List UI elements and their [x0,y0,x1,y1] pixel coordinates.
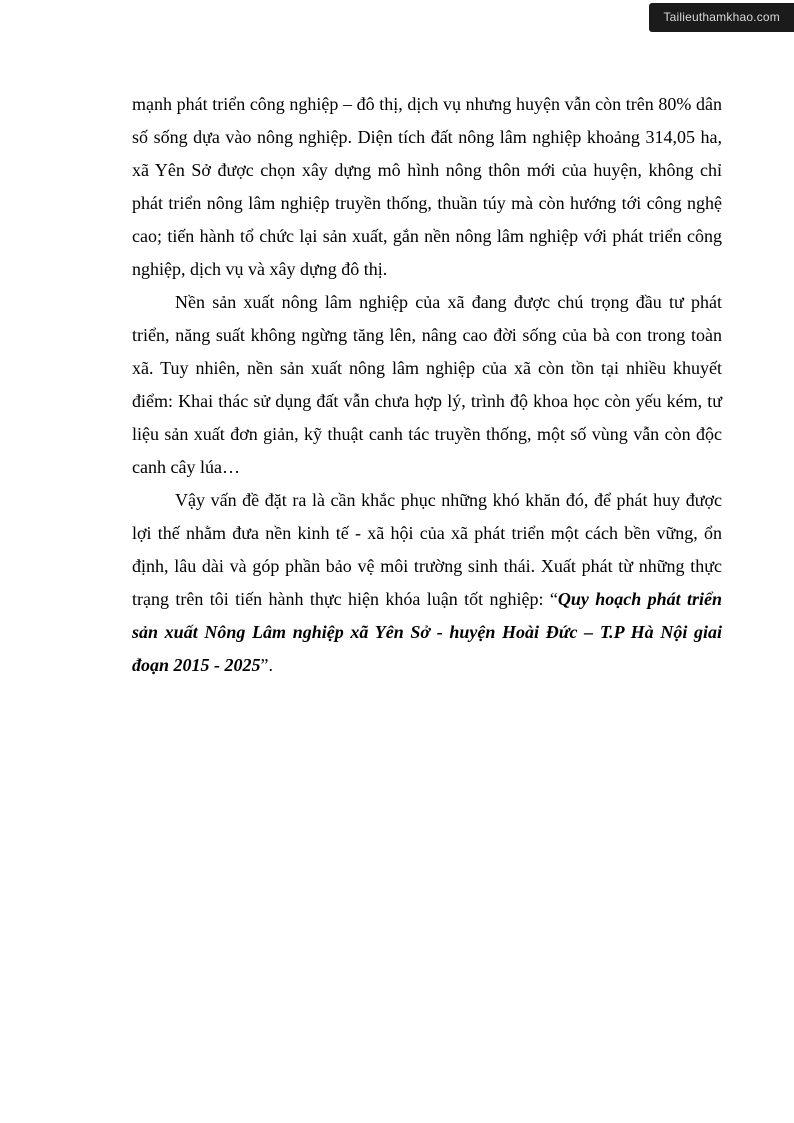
thesis-title-open-quote: “ [549,589,558,609]
paragraph-1: mạnh phát triển công nghiệp – đô thị, dịch vụ nhưng huyện vẫn còn trên 80% dân số sống dựa vào nông nghiệp. Diện tích đất nông lâm nghiệp khoảng 314,05 ha, xã Yên Sở được chọn xây dựng mô hình nông thôn mới của huyện, không chỉ phát triển nông lâm nghiệp truyền thống, thuần túy mà còn hướng tới công nghệ cao; tiến hành tổ chức lại sản xuất, gắn nền nông lâm nghiệp với phát triển công nghiệp, dịch vụ và xây dựng đô thị. [132,94,722,279]
paragraph-3 [132,484,722,682]
thesis-title-close-quote: ”. [260,655,274,675]
watermark-label: Tailieuthamkhao.com [663,10,780,24]
thesis-title: Quy hoạch phát triển sản xuất Nông Lâm nghiệp xã Yên Sở - huyện Hoài Đức – T.P Hà Nội giai đoạn 2015 - 2025 [132,589,722,675]
paragraph-2: Nền sản xuất nông lâm nghiệp của xã đang được chú trọng đầu tư phát triển, năng suất không ngừng tăng lên, nâng cao đời sống của bà con trong toàn xã. Tuy nhiên, nền sản xuất nông lâm nghiệp của xã còn tồn tại nhiều khuyết điểm: Khai thác sử dụng đất vẫn chưa hợp lý, trình độ khoa học còn yếu kém, tư liệu sản xuất đơn giản, kỹ thuật canh tác truyền thống, một số vùng vẫn còn độc canh cây lúa… [132,292,722,477]
page-content [132,88,722,682]
paragraph-3-lead: Vậy vấn đề đặt ra là cần khắc phục những khó khăn đó, để phát huy được lợi thế nhằm đưa nền kinh tế - xã hội của xã phát triển một cách bền vững, ổn định, lâu dài và góp phần bảo vệ môi trường sinh thái. Xuất phát từ những thực trạng trên tôi tiến hành thực hiện khóa luận tốt nghiệp: [132,490,722,609]
watermark-badge[interactable] [649,3,794,32]
